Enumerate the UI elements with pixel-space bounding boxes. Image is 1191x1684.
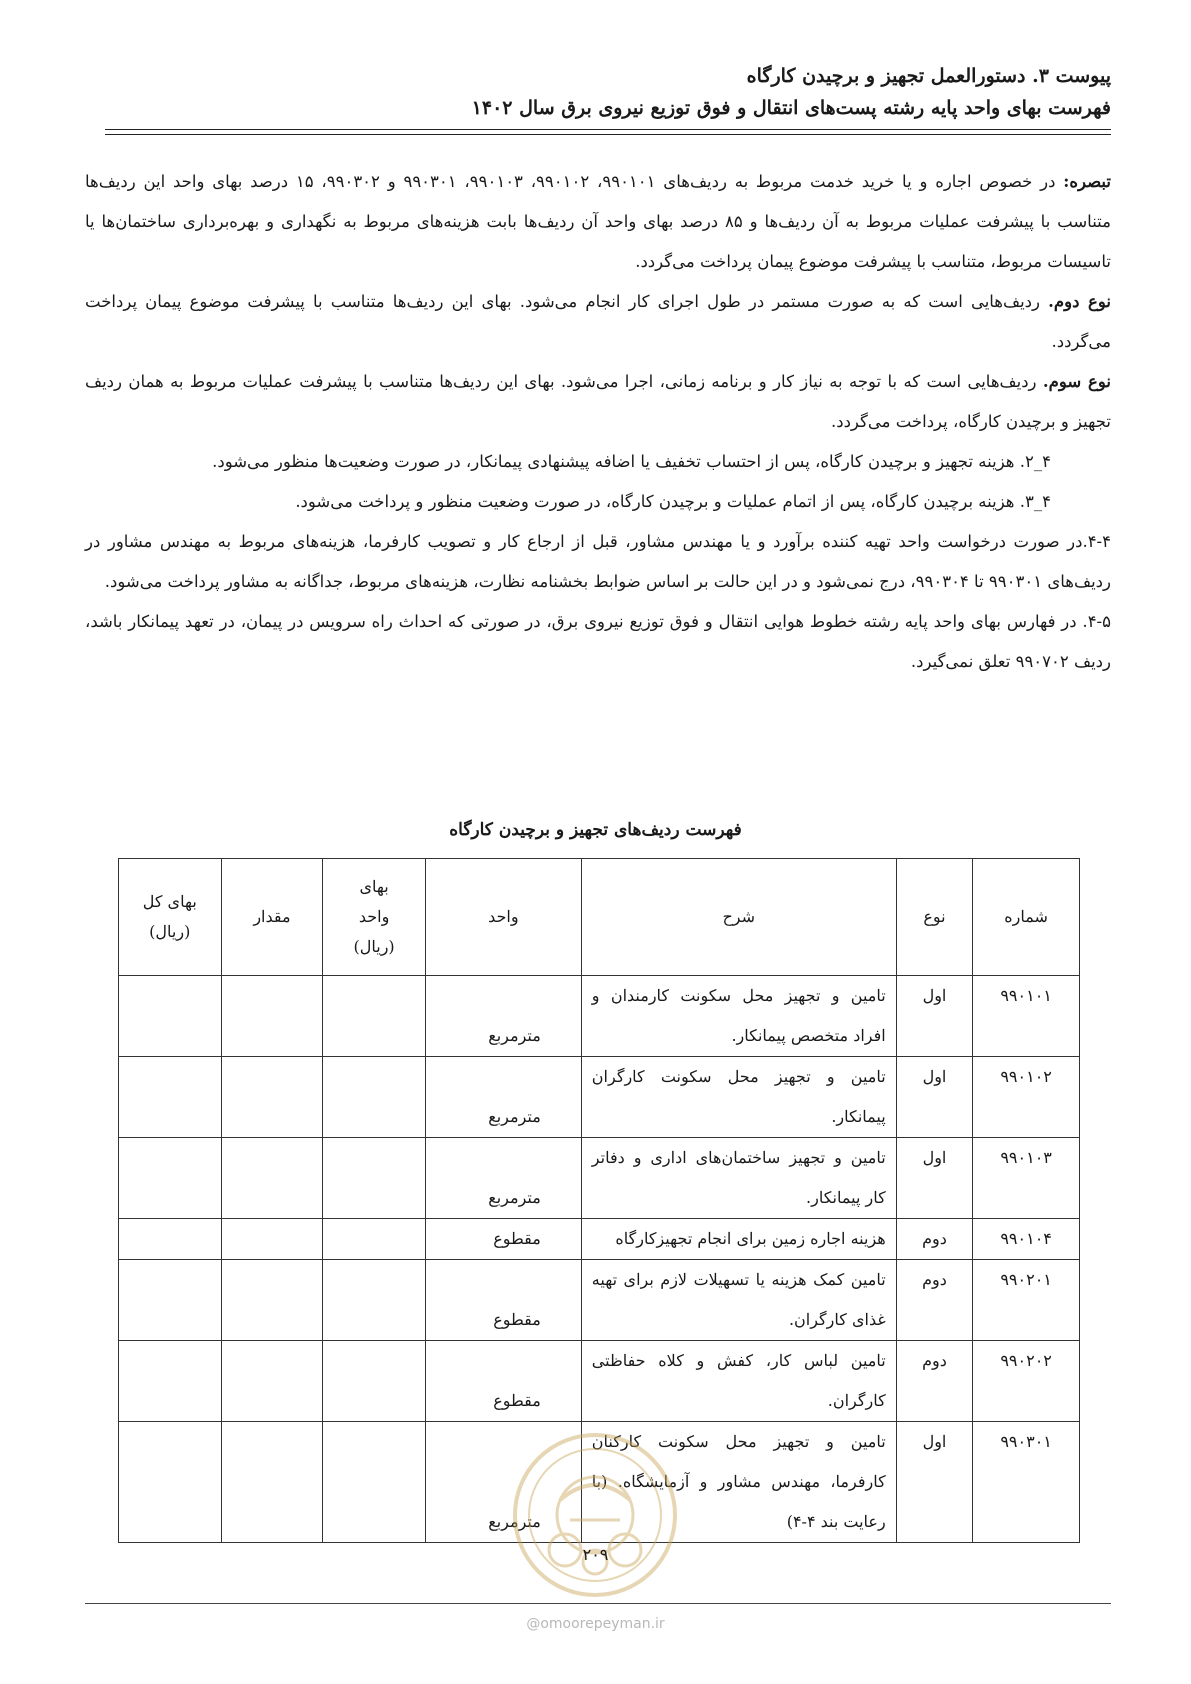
row-unit: مترمربع [425,1422,581,1543]
paragraph-type-3 [85,362,1111,442]
row-type: دوم [896,1341,973,1422]
header-total [119,859,222,976]
row-number: ۹۹۰۱۰۳ [973,1138,1080,1219]
type2-text: ردیف‌هایی است که به صورت مستمر در طول اجرای کار انجام می‌شود. بهای این ردیف‌ها متناسب با پیشرفت موضوع پیمان پرداخت می‌گردد. [85,292,1111,351]
row-unit: مترمربع [425,976,581,1057]
row-unit: مقطوع [425,1341,581,1422]
table-title: فهرست ردیف‌های تجهیز و برچیدن کارگاه [449,820,742,840]
row-description: هزینه اجاره زمین برای انجام تجهیزکارگاه [581,1219,896,1260]
row-quantity [221,1057,323,1138]
header-rule-double [105,134,1111,135]
row-unit: مقطوع [425,1219,581,1260]
header-total-line2: (ریال) [149,922,191,941]
header-unit-price-line2: واحد [358,907,390,926]
row-quantity [221,976,323,1057]
header-appendix-title: پیوست ۳. دستورالعمل تجهیز و برچیدن کارگاه [746,65,1111,87]
row-type: اول [896,976,973,1057]
header-total-line1: بهای کل [142,892,197,911]
row-unit-price [323,1260,426,1341]
row-number: ۹۹۰۱۰۴ [973,1219,1080,1260]
table-row [119,1138,1080,1219]
row-number: ۹۹۰۱۰۱ [973,976,1080,1057]
row-number: ۹۹۰۲۰۲ [973,1341,1080,1422]
row-description: تامین و تجهیز ساختمان‌های اداری و دفاتر کار پیمانکار. [581,1138,896,1219]
row-unit-price [323,1341,426,1422]
row-total [119,1422,222,1543]
row-unit: مترمربع [425,1138,581,1219]
page-header [105,60,1111,124]
paragraph-note [85,162,1111,282]
header-unit-price-line3: (ریال) [353,937,395,956]
type2-label: نوع دوم. [1048,292,1112,311]
paragraph-type-2 [85,282,1111,362]
row-description: تامین و تجهیز محل سکونت کارمندان و افراد متخصص پیمانکار. [581,976,896,1057]
header-quantity: مقدار [221,859,323,976]
note-text: در خصوص اجاره و یا خرید خدمت مربوط به ردیف‌های ۹۹۰۱۰۱، ۹۹۰۱۰۲، ۹۹۰۱۰۳، ۹۹۰۳۰۱ و ۹۹۰۳۰۲، ۱۵ درصد بهای واحد این ردیف‌ها متناسب با پیشرفت عملیات مربوط به آن ردیف‌ها و ۸۵ درصد بهای واحد آن ردیف‌ها بابت هزینه‌های مربوط به نگهداری و بهره‌برداری ساختمان‌ها یا تاسیسات مربوط، متناسب با پیشرفت موضوع پیمان پرداخت می‌گردد. [85,172,1112,271]
row-quantity [221,1341,323,1422]
header-unit-price [323,859,426,976]
row-unit-price [323,1422,426,1543]
row-quantity [221,1138,323,1219]
row-number: ۹۹۰۱۰۲ [973,1057,1080,1138]
row-quantity [221,1219,323,1260]
table-row [119,1260,1080,1341]
row-total [119,1057,222,1138]
row-total [119,1260,222,1341]
row-description: تامین کمک هزینه یا تسهیلات لازم برای تهیه غذای کارگران. [581,1260,896,1341]
row-total [119,1138,222,1219]
table-row [119,976,1080,1057]
header-type: نوع [896,859,973,976]
table-header-row [119,859,1080,976]
table-row [119,1341,1080,1422]
body-text [85,162,1111,682]
row-unit: مترمربع [425,1057,581,1138]
row-description: تامین لباس کار، کفش و کلاه حفاظتی کارگران. [581,1341,896,1422]
row-unit-price [323,976,426,1057]
footer-rule [85,1603,1111,1604]
row-unit-price [323,1057,426,1138]
note-label: تبصره: [1063,172,1111,191]
row-number: ۹۹۰۳۰۱ [973,1422,1080,1543]
row-description: تامین و تجهیز محل سکونت کارگران پیمانکار. [581,1057,896,1138]
type3-label: نوع سوم. [1042,372,1111,391]
row-type: دوم [896,1219,973,1260]
row-type: اول [896,1057,973,1138]
header-rule [105,129,1111,130]
row-description: تامین و تجهیز محل سکونت کارکنان کارفرما، مهندس مشاور و آزمایشگاه. (با رعایت بند ۴-۴) [581,1422,896,1543]
seal-watermark-icon [510,1430,680,1600]
header-unit: واحد [425,859,581,976]
paragraph-4-5: ۴-۵. در فهارس بهای واحد پایه رشته خطوط هوایی انتقال و فوق توزیع نیروی برق، در صورتی که احداث راه سرویس در پیمان، در تعهد پیمانکار باشد، ردیف ۹۹۰۷۰۲ تعلق نمی‌گیرد. [85,612,1111,671]
paragraph-4-4: ۴-۴.در صورت درخواست واحد تهیه کننده برآورد و یا مهندس مشاور، قبل از ارجاع کار و تصویب کارفرما، هزینه‌های مربوط به مهندس مشاور در ردیف‌های ۹۹۰۳۰۱ تا ۹۹۰۳۰۴، درج نمی‌شود و در این حالت بر اساس ضوابط بخشنامه نظارت، هزینه‌های مربوط، جداگانه به مشاور پرداخت می‌شود. [85,532,1111,591]
footer-website: @omoorepeyman.ir [526,1616,665,1632]
row-quantity [221,1260,323,1341]
row-number: ۹۹۰۲۰۱ [973,1260,1080,1341]
row-type: دوم [896,1260,973,1341]
row-unit: مقطوع [425,1260,581,1341]
header-price-list-title: فهرست بهای واحد پایه رشته پست‌های انتقال و فوق توزیع نیروی برق سال ۱۴۰۲ [471,97,1111,119]
header-description: شرح [581,859,896,976]
row-quantity [221,1422,323,1543]
row-total [119,976,222,1057]
row-type: اول [896,1138,973,1219]
page-number: ۲۰۹ [582,1545,609,1564]
row-type: اول [896,1422,973,1543]
row-unit-price [323,1138,426,1219]
row-unit-price [323,1219,426,1260]
type3-text: ردیف‌هایی است که با توجه به نیاز کار و برنامه زمانی، اجرا می‌شود. بهای این ردیف‌ها متناسب با پیشرفت عملیات مربوط به همان ردیف تجهیز و برچیدن کارگاه، پرداخت می‌گردد. [85,372,1111,431]
row-total [119,1341,222,1422]
row-total [119,1219,222,1260]
header-unit-price-line1: بهای [359,877,389,896]
paragraph-4-3: ۴_۳. هزینه برچیدن کارگاه، پس از اتمام عملیات و برچیدن کارگاه، در صورت وضعیت منظور و پرداخت می‌شود. [295,492,1051,511]
paragraph-4-2: ۴_۲. هزینه تجهیز و برچیدن کارگاه، پس از احتساب تخفیف یا اضافه پیشنهادی پیمانکار، در صورت وضعیت‌ها منظور می‌شود. [212,452,1051,471]
table-row [119,1219,1080,1260]
table-row [119,1057,1080,1138]
header-number: شماره [973,859,1080,976]
